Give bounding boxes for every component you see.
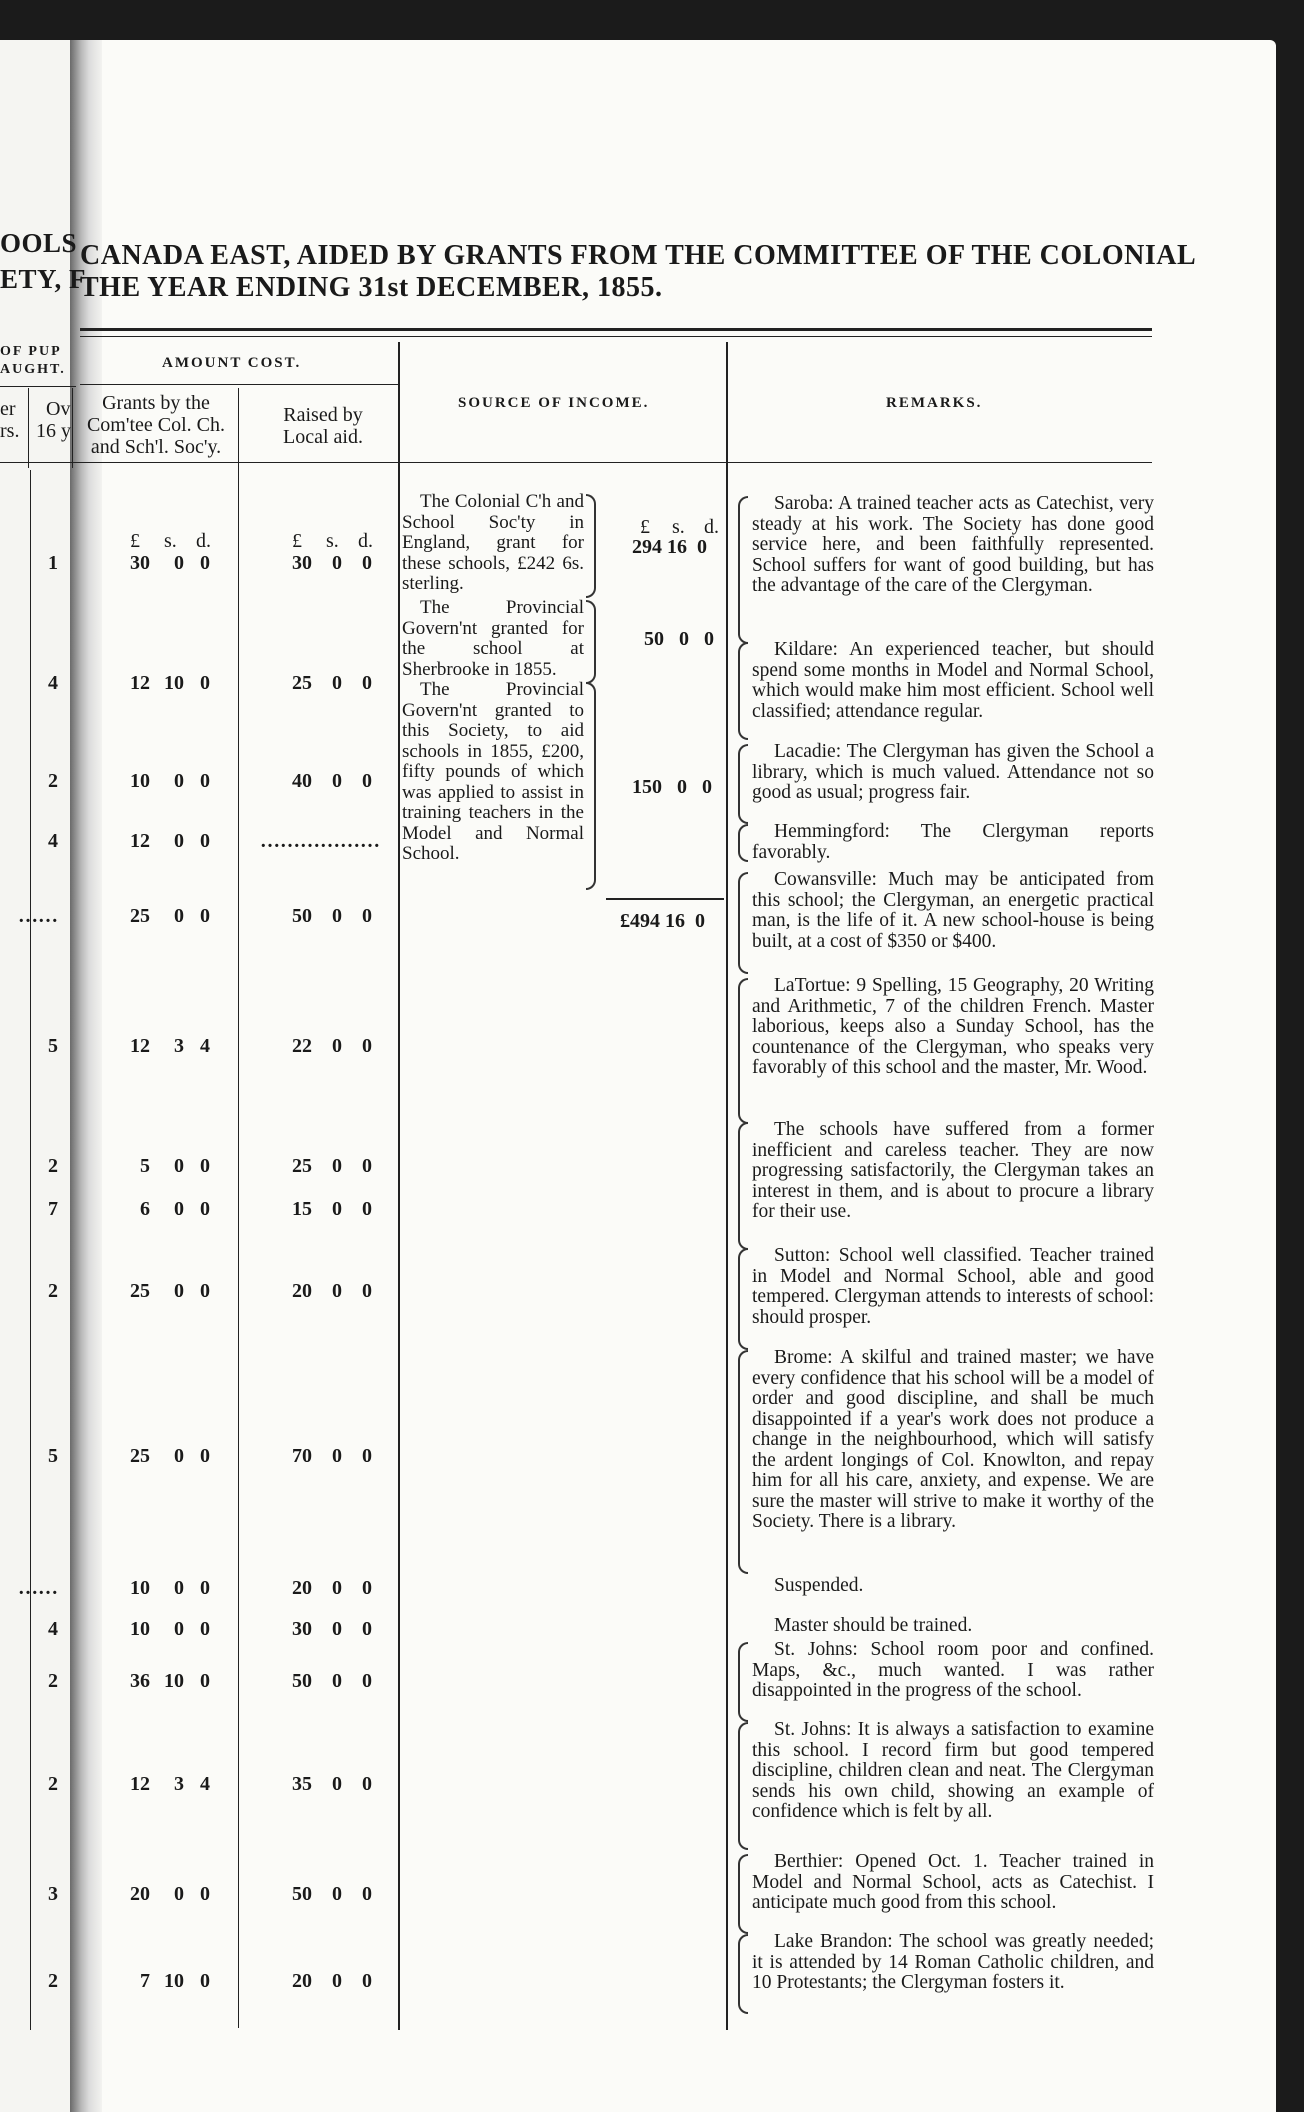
local-pounds: 20	[292, 1280, 312, 1302]
local-pence: 0	[362, 1445, 372, 1467]
pupil-count: 2	[48, 770, 58, 792]
column-divider	[72, 388, 73, 468]
header-bottom-rule	[0, 462, 1152, 463]
grant-pence: 0	[200, 552, 210, 574]
local-pounds: 70	[292, 1445, 312, 1467]
source-brace	[586, 600, 596, 684]
over-header-fragment: 16 y	[36, 420, 71, 442]
local-shillings: 0	[332, 1155, 342, 1177]
remark-entry: Saroba: A trained teacher acts as Catechist, very steady at his work. The Society has done good service here, and been faithfully represented. School suffers for want of good building, but has the advantage of the care of the Clergyman.	[752, 493, 1154, 596]
grant-shillings: 0	[174, 905, 184, 927]
local-shillings: 0	[332, 1773, 342, 1795]
pound-symbol: £	[292, 530, 302, 552]
grant-shillings: 0	[174, 1577, 184, 1599]
local-shillings: 0	[332, 1883, 342, 1905]
local-pence: 0	[362, 552, 372, 574]
local-pounds: 20	[292, 1577, 312, 1599]
local-pence: 0	[362, 770, 372, 792]
book-gutter	[70, 40, 102, 2112]
remark-entry: The schools have suffered from a former inefficient and careless teacher. They are now progressing satisfactorily, the Clergyman takes an interest in them, and is about to procure a library for their use.	[752, 1119, 1154, 1222]
local-none: ………………	[260, 830, 380, 852]
grant-pence: 0	[200, 1155, 210, 1177]
local-pence: 0	[362, 1773, 372, 1795]
pupil-count: 5	[48, 1035, 58, 1057]
local-pounds: 50	[292, 1883, 312, 1905]
pupil-count: ……	[18, 905, 58, 927]
grant-pence: 0	[200, 1280, 210, 1302]
source-brace	[586, 494, 596, 598]
source-amount: 50 0 0	[644, 628, 714, 650]
local-shillings: 0	[332, 905, 342, 927]
grant-pounds: 12	[130, 672, 150, 694]
local-pence: 0	[362, 1577, 372, 1599]
local-shillings: 0	[332, 1280, 342, 1302]
grant-pounds: 12	[130, 830, 150, 852]
grant-shillings: 3	[174, 1035, 184, 1057]
remark-entry: LaTortue: 9 Spelling, 15 Geography, 20 Writing and Arithmetic, 7 of the children French. Master laborious, keeps also a Sunday School, has the countenance of the Clergyman, who speaks very favorably of this school and the master, Mr. Wood.	[752, 975, 1154, 1078]
local-shillings: 0	[332, 770, 342, 792]
local-pounds: 50	[292, 1670, 312, 1692]
remark-entry: Brome: A skilful and trained master; we have every confidence that his school will be a model of order and good discipline, and shall be much disappointed if a year's work does not produce a change in the neighbourhood, which will satisfy the ardent longings of Col. Knowlton, and repay him for all his care, anxiety, and expense. We are sure the master will strive to make it worthy of the Society. There is a library.	[752, 1347, 1154, 1532]
remark-entry: Suspended.	[774, 1575, 864, 1596]
left-page-fragment: OOLS	[0, 228, 78, 258]
grant-shillings: 0	[174, 552, 184, 574]
remark-entry: Lacadie: The Clergyman has given the School a library, which is much valued. Attendance not so good as usual; progress fair.	[752, 741, 1154, 803]
source-amount: 294 16 0	[632, 536, 707, 558]
local-pounds: 25	[292, 1155, 312, 1177]
local-pence: 0	[362, 1198, 372, 1220]
local-pence: 0	[362, 1155, 372, 1177]
remark-brace	[738, 496, 748, 644]
grant-shillings: 10	[164, 1970, 184, 1992]
grant-pounds: 10	[130, 1577, 150, 1599]
remark-brace	[738, 824, 748, 862]
local-pounds: 40	[292, 770, 312, 792]
pupil-count: 4	[48, 672, 58, 694]
grant-shillings: 10	[164, 672, 184, 694]
remark-brace	[738, 1854, 748, 1934]
local-pence: 0	[362, 1670, 372, 1692]
local-pounds: 35	[292, 1773, 312, 1795]
local-shillings: 0	[332, 552, 342, 574]
grant-pounds: 10	[130, 1618, 150, 1640]
pupil-count: 7	[48, 1198, 58, 1220]
remarks-header: REMARKS.	[886, 395, 983, 411]
under-header-fragment: er	[0, 398, 16, 420]
header-rule	[80, 384, 398, 385]
source-brace	[586, 682, 596, 890]
page-subtitle: THE YEAR ENDING 31st DECEMBER, 1855.	[80, 272, 663, 303]
grant-shillings: 3	[174, 1773, 184, 1795]
local-shillings: 0	[332, 672, 342, 694]
source-header: SOURCE OF INCOME.	[458, 395, 650, 411]
source-item-colonial: The Colonial C'h and School Soc'ty in England, grant for these schools, £242 6s. sterling.	[402, 491, 584, 594]
grant-pounds: 36	[130, 1670, 150, 1692]
local-pence: 0	[362, 1280, 372, 1302]
grant-shillings: 0	[174, 830, 184, 852]
grant-pence: 0	[200, 1577, 210, 1599]
source-amount: 150 0 0	[632, 776, 712, 798]
pupil-count: 5	[48, 1445, 58, 1467]
pupil-count: 4	[48, 1618, 58, 1640]
grant-pence: 0	[200, 1198, 210, 1220]
pupil-count: 4	[48, 830, 58, 852]
grant-shillings: 0	[174, 1445, 184, 1467]
shilling-symbol: s.	[164, 530, 177, 552]
local-shillings: 0	[332, 1577, 342, 1599]
local-shillings: 0	[332, 1198, 342, 1220]
grant-pounds: 6	[140, 1198, 150, 1220]
remark-entry: Lake Brandon: The school was greatly needed; it is attended by 14 Roman Catholic children, and 10 Protestants; the Clergyman fosters it.	[752, 1931, 1154, 1993]
remark-entry: Kildare: An experienced teacher, but should spend some months in Model and Normal School, which would make him most efficient. School well classified; attendance regular.	[752, 639, 1154, 722]
column-divider	[30, 470, 31, 2030]
grant-pounds: 10	[130, 770, 150, 792]
shilling-symbol: s.	[672, 516, 685, 538]
grant-shillings: 0	[174, 1198, 184, 1220]
remark-entry: St. Johns: It is always a satisfaction to examine this school. I record firm but good tempered discipline, children clean and neat. The Clergyman sends his own child, showing an example of confidence which is felt by all.	[752, 1719, 1154, 1822]
column-divider	[28, 388, 29, 468]
remark-brace	[738, 1122, 748, 1250]
grant-pence: 4	[200, 1035, 210, 1057]
pupil-count: 2	[48, 1155, 58, 1177]
source-total: £494 16 0	[620, 910, 705, 932]
local-shillings: 0	[332, 1970, 342, 1992]
header-rule	[0, 386, 76, 387]
grant-pounds: 12	[130, 1035, 150, 1057]
grant-pounds: 20	[130, 1883, 150, 1905]
page-title: CANADA EAST, AIDED BY GRANTS FROM THE COMMITTEE OF THE COLONIAL	[80, 240, 1197, 271]
pupil-count: 2	[48, 1773, 58, 1795]
source-item-provincial-sherbrooke: The Provincial Govern'nt granted for the school at Sherbrooke in 1855.	[402, 597, 584, 680]
header-rule	[80, 336, 1152, 337]
remark-entry: Hemmingford: The Clergyman reports favorably.	[752, 821, 1154, 863]
local-pence: 0	[362, 905, 372, 927]
grant-pence: 0	[200, 905, 210, 927]
local-pence: 0	[362, 1883, 372, 1905]
grant-shillings: 0	[174, 770, 184, 792]
remark-brace	[738, 744, 748, 824]
header-rule	[80, 328, 1152, 331]
local-pounds: 30	[292, 552, 312, 574]
local-pounds: 22	[292, 1035, 312, 1057]
grant-shillings: 0	[174, 1883, 184, 1905]
grant-shillings: 0	[174, 1280, 184, 1302]
left-page-fragment: ETY, F	[0, 264, 87, 294]
column-divider	[726, 342, 728, 2030]
remark-brace	[738, 872, 748, 974]
remark-entry: St. Johns: School room poor and confined. Maps, &c., much wanted. I was rather disappointed in the progress of the school.	[752, 1639, 1154, 1701]
grant-shillings: 10	[164, 1670, 184, 1692]
grant-pence: 0	[200, 1618, 210, 1640]
pence-symbol: d.	[358, 530, 373, 552]
pence-symbol: d.	[704, 516, 719, 538]
remark-brace	[738, 642, 748, 740]
pupils-header-fragment: AUGHT.	[0, 362, 66, 377]
pound-symbol: £	[640, 516, 650, 538]
source-item-provincial-society: The Provincial Govern'nt granted to this Society, to aid schools in 1855, £200, fifty pounds of which was applied to assist in training teachers in the Model and Normal School.	[402, 679, 584, 864]
remark-entry: Cowansville: Much may be anticipated from this school; the Clergyman, an energetic practical man, is the life of it. A new school-house is being built, at a cost of $350 or $400.	[752, 869, 1154, 952]
pence-symbol: d.	[196, 530, 211, 552]
total-rule	[606, 898, 724, 900]
pupil-count: 1	[48, 552, 58, 574]
remark-brace	[738, 1642, 748, 1722]
remark-brace	[738, 1934, 748, 2014]
grant-pounds: 30	[130, 552, 150, 574]
local-shillings: 0	[332, 1035, 342, 1057]
over-header-fragment: Ov	[46, 398, 71, 420]
grant-shillings: 0	[174, 1155, 184, 1177]
remark-brace	[738, 1248, 748, 1350]
raised-header: Raised by Local aid.	[283, 404, 363, 448]
grant-pounds: 25	[130, 905, 150, 927]
grant-pounds: 25	[130, 1445, 150, 1467]
pupil-count: 2	[48, 1970, 58, 1992]
local-pence: 0	[362, 1035, 372, 1057]
pupils-header-fragment: OF PUP	[0, 344, 62, 359]
grant-pounds: 5	[140, 1155, 150, 1177]
local-pounds: 20	[292, 1970, 312, 1992]
grant-pounds: 12	[130, 1773, 150, 1795]
local-shillings: 0	[332, 1618, 342, 1640]
pupil-count: 2	[48, 1670, 58, 1692]
local-shillings: 0	[332, 1445, 342, 1467]
local-pounds: 50	[292, 905, 312, 927]
local-pence: 0	[362, 1970, 372, 1992]
grant-pence: 0	[200, 672, 210, 694]
column-divider	[398, 342, 400, 2030]
remark-entry: Sutton: School well classified. Teacher trained in Model and Normal School, able and good tempered. Clergyman attends to interests of school: should prosper.	[752, 1245, 1154, 1328]
remark-brace	[738, 1350, 748, 1574]
pupil-count: 3	[48, 1883, 58, 1905]
grant-pence: 0	[200, 1970, 210, 1992]
shilling-symbol: s.	[326, 530, 339, 552]
remark-entry: Berthier: Opened Oct. 1. Teacher trained in Model and Normal School, acts as Catechist. I anticipate much good from this school.	[752, 1851, 1154, 1913]
grant-pence: 0	[200, 1670, 210, 1692]
pupil-count: ……	[18, 1577, 58, 1599]
remark-brace	[738, 978, 748, 1124]
remark-brace	[738, 1722, 748, 1850]
local-pence: 0	[362, 672, 372, 694]
local-pence: 0	[362, 1618, 372, 1640]
grant-pence: 0	[200, 770, 210, 792]
under-header-fragment: rs.	[0, 420, 20, 442]
remark-entry: Master should be trained.	[774, 1615, 973, 1636]
grant-pence: 4	[200, 1773, 210, 1795]
pound-symbol: £	[130, 530, 140, 552]
grant-shillings: 0	[174, 1618, 184, 1640]
local-pounds: 25	[292, 672, 312, 694]
local-pounds: 30	[292, 1618, 312, 1640]
pupil-count: 2	[48, 1280, 58, 1302]
column-divider	[238, 388, 239, 2028]
grant-pence: 0	[200, 830, 210, 852]
grant-pence: 0	[200, 1883, 210, 1905]
amount-cost-header: AMOUNT COST.	[162, 355, 302, 371]
grant-pounds: 7	[140, 1970, 150, 1992]
local-shillings: 0	[332, 1670, 342, 1692]
grant-pounds: 25	[130, 1280, 150, 1302]
grant-pence: 0	[200, 1445, 210, 1467]
grants-header: Grants by the Com'tee Col. Ch. and Sch'l. Soc'y.	[86, 392, 226, 458]
local-pounds: 15	[292, 1198, 312, 1220]
